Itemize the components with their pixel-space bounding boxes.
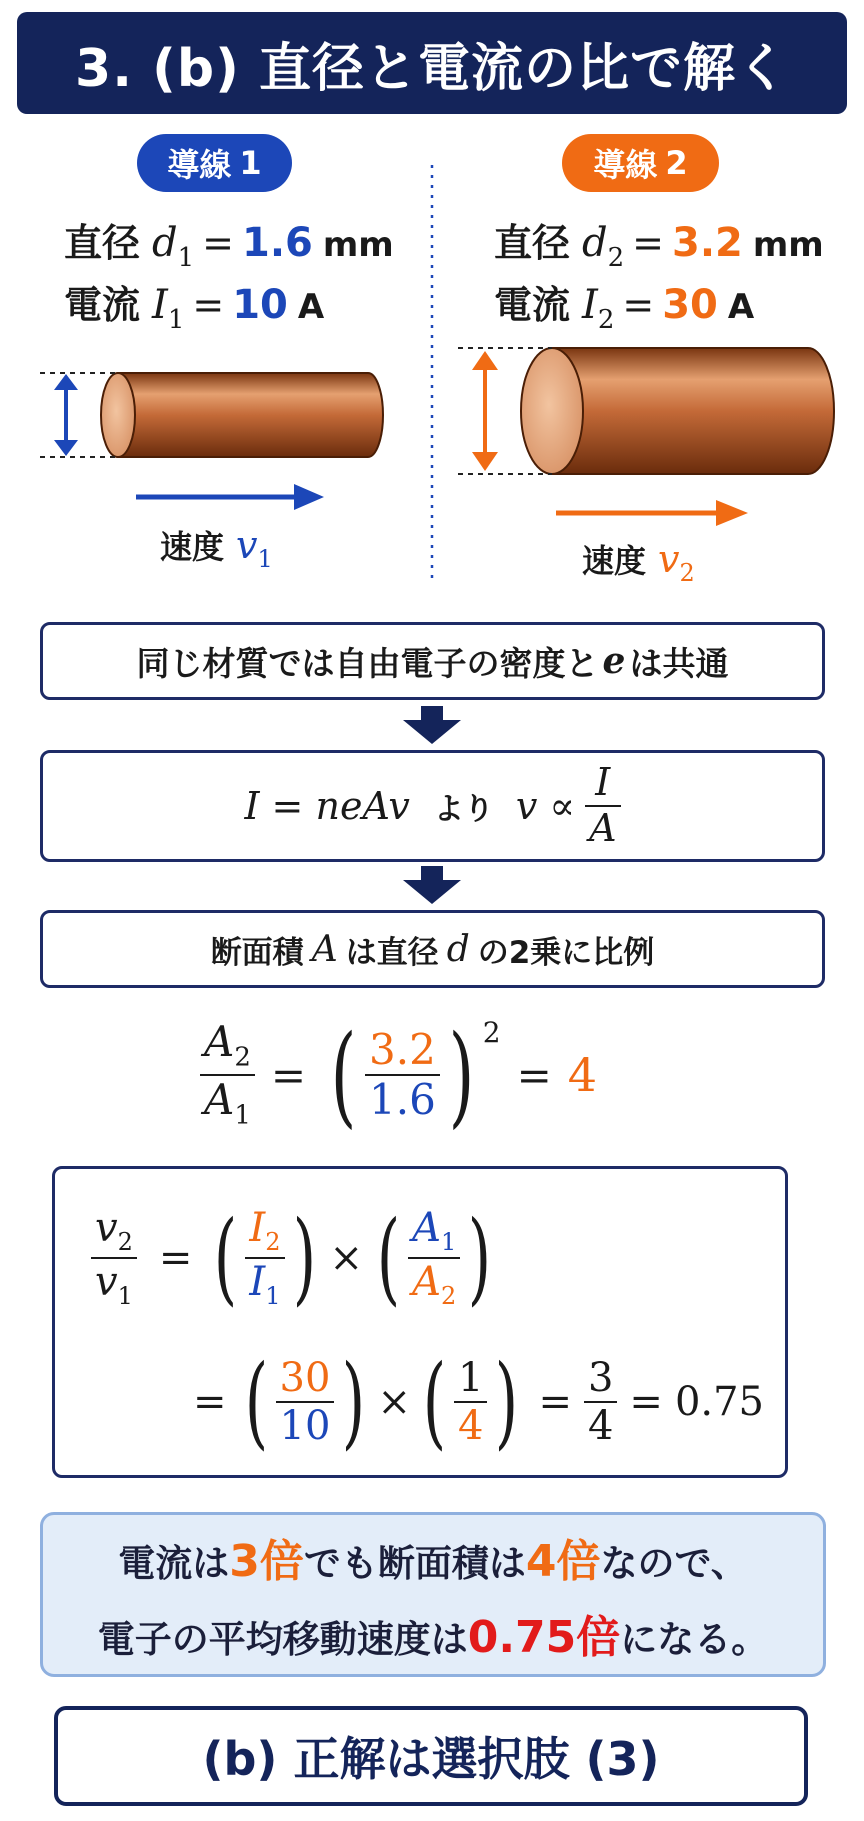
wire2-diameter-symbol: d (582, 220, 608, 266)
step3-text-pre: 断面積 (210, 934, 304, 971)
area-lhs-den-sub: 1 (234, 1100, 251, 1131)
wire1-speed-label: 速度 (160, 528, 225, 566)
title-text: 3. (b) 直径と電流の比で解く (75, 38, 789, 99)
equals-sign: = (622, 283, 655, 327)
current-values-den: 10 (279, 1403, 331, 1449)
step2-fraction (585, 760, 620, 850)
wire1-cylinder (101, 373, 383, 457)
right-paren: ) (342, 1343, 366, 1460)
wire2-current-label: 電流 (494, 283, 571, 327)
speed-ratio-line2 (193, 1337, 764, 1467)
wire2-tag-label: 導線 (593, 146, 658, 184)
area-values-ratio (454, 1357, 487, 1447)
wire1-tag-label: 導線 (167, 146, 232, 184)
equals-sign: = (632, 221, 665, 265)
wire1-current-symbol: I (152, 282, 168, 328)
wire2-diameter-subscript: 2 (607, 243, 625, 273)
wire1-speed (160, 522, 273, 573)
flow-down-arrow-icon (397, 706, 467, 746)
area-values-den: 4 (457, 1403, 484, 1449)
equals-sign: = (192, 283, 225, 327)
speed-lhs-den-sub: 1 (117, 1282, 133, 1310)
area-power: 2 (482, 1016, 501, 1049)
area-ratio-inner (365, 1024, 440, 1124)
current-ratio-den: I (249, 1259, 266, 1305)
wire1-speed-symbol: v (236, 523, 258, 567)
current-ratio-num-sub: 2 (265, 1227, 281, 1256)
step3-symbol-d: d (446, 928, 470, 970)
wire2-speed-label: 速度 (582, 542, 647, 580)
speed-lhs-num-sub: 2 (117, 1227, 133, 1256)
area-inverse-num: A (412, 1204, 441, 1251)
ratio-fraction-num: 3 (587, 1355, 614, 1401)
equals-sign: = (538, 1379, 572, 1425)
wire2-current-symbol: I (582, 282, 598, 328)
step2-fraction-numerator: I (595, 760, 611, 805)
summary-text: 電流は (118, 1541, 230, 1585)
equals-sign: = (202, 221, 235, 265)
area-lhs-num-sub: 2 (234, 1042, 251, 1073)
area-values-num: 1 (457, 1355, 484, 1401)
wire1-tag-number: 1 (239, 144, 262, 182)
left-paren: ( (214, 1199, 238, 1316)
speed-lhs-den: v (95, 1259, 118, 1305)
area-inverse-num-sub: 1 (440, 1227, 457, 1256)
step1-symbol: e (602, 640, 626, 682)
step3-text-mid: は直径 (345, 934, 439, 971)
wire2-velocity-arrow (556, 500, 748, 526)
area-inner-num: 3.2 (369, 1024, 436, 1074)
speed-ratio-result: 0.75 (674, 1379, 764, 1425)
summary-line1 (118, 1525, 748, 1589)
summary-highlight-current: 3倍 (229, 1535, 304, 1587)
area-ratio-equation (200, 1010, 597, 1140)
area-ratio-result: 4 (567, 1048, 598, 1102)
speed-ratio-box (52, 1166, 788, 1478)
times-sign: × (329, 1235, 364, 1281)
current-ratio-den-sub: 1 (265, 1282, 281, 1310)
equals-sign: = (193, 1379, 227, 1425)
flow-step-current-formula (40, 750, 825, 862)
wire1-velocity-arrow (136, 484, 324, 510)
wire2-cylinder (521, 348, 834, 474)
current-values-num: 30 (279, 1355, 331, 1401)
wire1-current-value: 10 (232, 282, 288, 328)
flow-down-arrow-icon (397, 866, 467, 906)
flow-step-common-density (40, 622, 825, 700)
summary-text: になる。 (620, 1617, 769, 1661)
wire1-diameter-subscript: 1 (177, 243, 195, 273)
current-ratio-num: I (249, 1204, 266, 1251)
summary-highlight-speed: 0.75倍 (467, 1611, 621, 1663)
right-paren: ) (448, 1011, 475, 1139)
step2-fraction-denominator: A (589, 806, 617, 850)
answer-box (54, 1706, 808, 1806)
wire1-speed-subscript: 1 (257, 545, 273, 573)
wire2-speed-subscript: 2 (679, 559, 695, 587)
step3-text-post: の2乗に比例 (477, 934, 655, 971)
wire2-tag-number: 2 (665, 144, 688, 182)
area-inverse-den: A (412, 1259, 441, 1305)
summary-box (40, 1512, 826, 1677)
summary-highlight-area: 4倍 (525, 1535, 601, 1587)
wire1-current-subscript: 1 (167, 305, 185, 335)
speed-ratio-line1 (91, 1193, 499, 1323)
area-inner-den: 1.6 (369, 1075, 436, 1124)
flow-step-area-proportional (40, 910, 825, 988)
ratio-fraction-den: 4 (587, 1403, 614, 1449)
summary-text: でも断面積は (303, 1541, 526, 1585)
area-ratio-lhs (200, 1017, 255, 1131)
wire2-speed (582, 536, 695, 587)
equals-sign: = (516, 1050, 552, 1100)
equals-sign: = (629, 1379, 663, 1425)
step1-text-pre: 同じ材質では自由電子の密度と (136, 643, 599, 683)
times-sign: × (377, 1379, 411, 1425)
current-ratio (245, 1204, 284, 1310)
current-values-ratio (276, 1357, 335, 1447)
summary-text: 電子の平均移動速度は (97, 1617, 468, 1661)
right-paren: ) (495, 1343, 519, 1460)
left-paren: ( (422, 1343, 447, 1460)
wire1-current-unit: A (297, 287, 325, 327)
step3-symbol-a: A (311, 928, 338, 970)
answer-text: (b) 正解は選択肢 (3) (202, 1732, 660, 1786)
wire2-diameter-unit: mm (752, 225, 824, 265)
step2-proportional: v ∝ (515, 784, 576, 828)
wire2-speed-symbol: v (658, 537, 680, 581)
left-paren: ( (376, 1199, 401, 1316)
step1-text-post: は共通 (629, 643, 729, 683)
ratio-fraction (584, 1357, 617, 1447)
area-lhs-num: A (204, 1017, 235, 1067)
right-paren: ) (468, 1199, 492, 1316)
wires-illustration (0, 0, 864, 600)
wire2-current-subscript: 2 (597, 305, 615, 335)
wire2-current-unit: A (727, 287, 755, 327)
speed-lhs-num: v (95, 1204, 118, 1251)
left-paren: ( (330, 1011, 357, 1139)
left-paren: ( (244, 1343, 268, 1460)
wire1-current-label: 電流 (64, 283, 141, 327)
equals-sign: = (158, 1235, 193, 1281)
wire2-current-value: 30 (662, 282, 718, 328)
wire1-diameter-label: 直径 (64, 221, 141, 265)
wire1-diameter-symbol: d (152, 220, 178, 266)
step2-connector: より (433, 792, 494, 827)
area-inverse-den-sub: 2 (440, 1282, 457, 1310)
area-inverse-ratio (408, 1204, 460, 1310)
equals-sign: = (270, 1050, 307, 1100)
wire1-diameter-value: 1.6 (242, 220, 313, 266)
wire2-diameter-label: 直径 (494, 221, 571, 265)
area-lhs-den: A (204, 1075, 235, 1124)
step2-formula: I = neAv (244, 784, 410, 828)
speed-ratio-lhs (91, 1204, 137, 1310)
wire1-diameter-unit: mm (322, 225, 394, 265)
wire2-diameter-value: 3.2 (672, 220, 743, 266)
right-paren: ) (292, 1199, 316, 1316)
summary-text: なので、 (600, 1541, 748, 1585)
summary-line2 (98, 1601, 769, 1665)
